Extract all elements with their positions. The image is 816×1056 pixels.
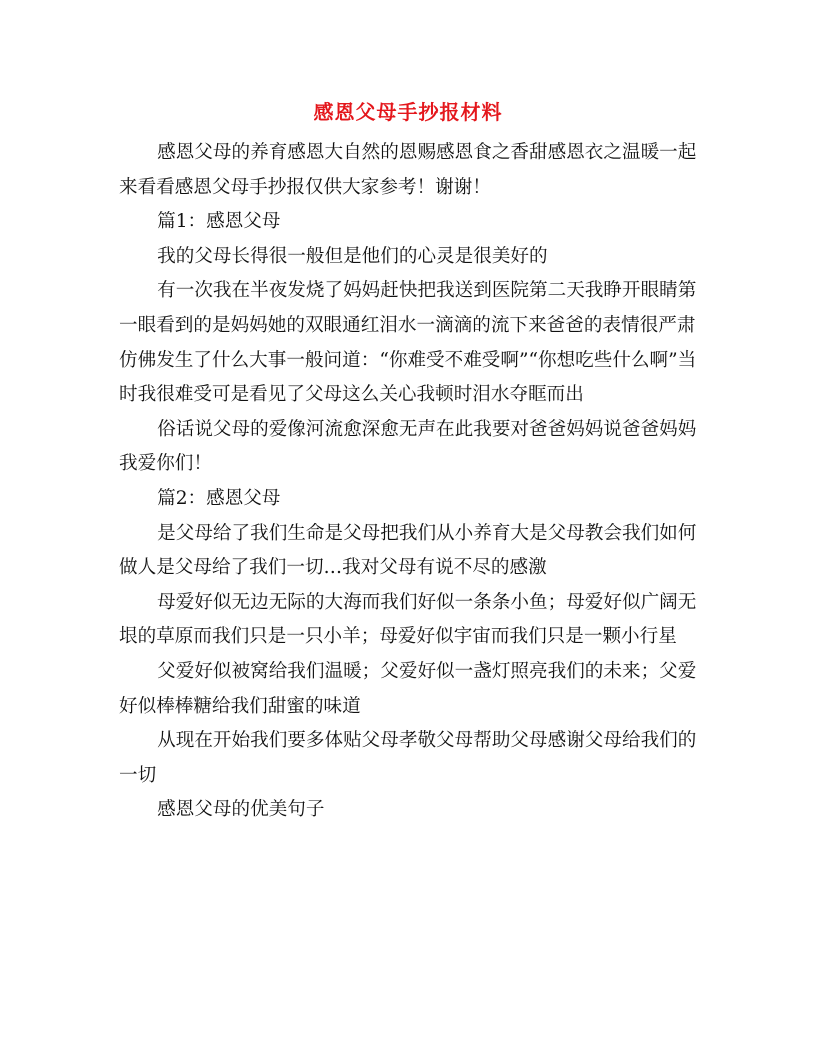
section-heading-1: 篇1：感恩父母: [157, 211, 281, 233]
paragraph: 有一次我在半夜发烧了妈妈赶快把我送到医院第二天我睁开眼睛第一眼看到的是妈妈她的双眼通红泪水一滴滴的流下来爸爸的表情很严肃仿佛发生了什么大事一般问道：“你难受不难受啊”“你想吃些什么啊”当时我很难受可是看见了父母这么关心我顿时泪水夺眶而出: [119, 280, 697, 406]
section-heading-2: 篇2：感恩父母: [157, 487, 281, 509]
paragraph: 是父母给了我们生命是父母把我们从小养育大是父母教会我们如何做人是父母给了我们一切…我对父母有说不尽的感激: [119, 522, 697, 579]
paragraph: 我的父母长得很一般但是他们的心灵是很美好的: [157, 245, 548, 267]
document-body: [119, 136, 701, 828]
paragraph-intro: 感恩父母的养育感恩大自然的恩赐感恩食之香甜感恩衣之温暖一起来看看感恩父母手抄报仅供大家参考！谢谢！: [119, 142, 697, 198]
paragraph: 父爱好似被窝给我们温暖；父爱好似一盏灯照亮我们的未来；父爱好似棒棒糖给我们甜蜜的味道: [119, 660, 697, 717]
document-title: 感恩父母手抄报材料: [313, 100, 503, 124]
paragraph: 俗话说父母的爱像河流愈深愈无声在此我要对爸爸妈妈说爸爸妈妈我爱你们！: [119, 418, 697, 475]
section-heading-3: 感恩父母的优美句子: [157, 799, 325, 821]
paragraph: 从现在开始我们要多体贴父母孝敬父母帮助父母感谢父母给我们的一切: [119, 730, 697, 786]
paragraph: 母爱好似无边无际的大海而我们好似一条条小鱼；母爱好似广阔无垠的草原而我们只是一只小羊；母爱好似宇宙而我们只是一颗小行星: [119, 591, 697, 648]
